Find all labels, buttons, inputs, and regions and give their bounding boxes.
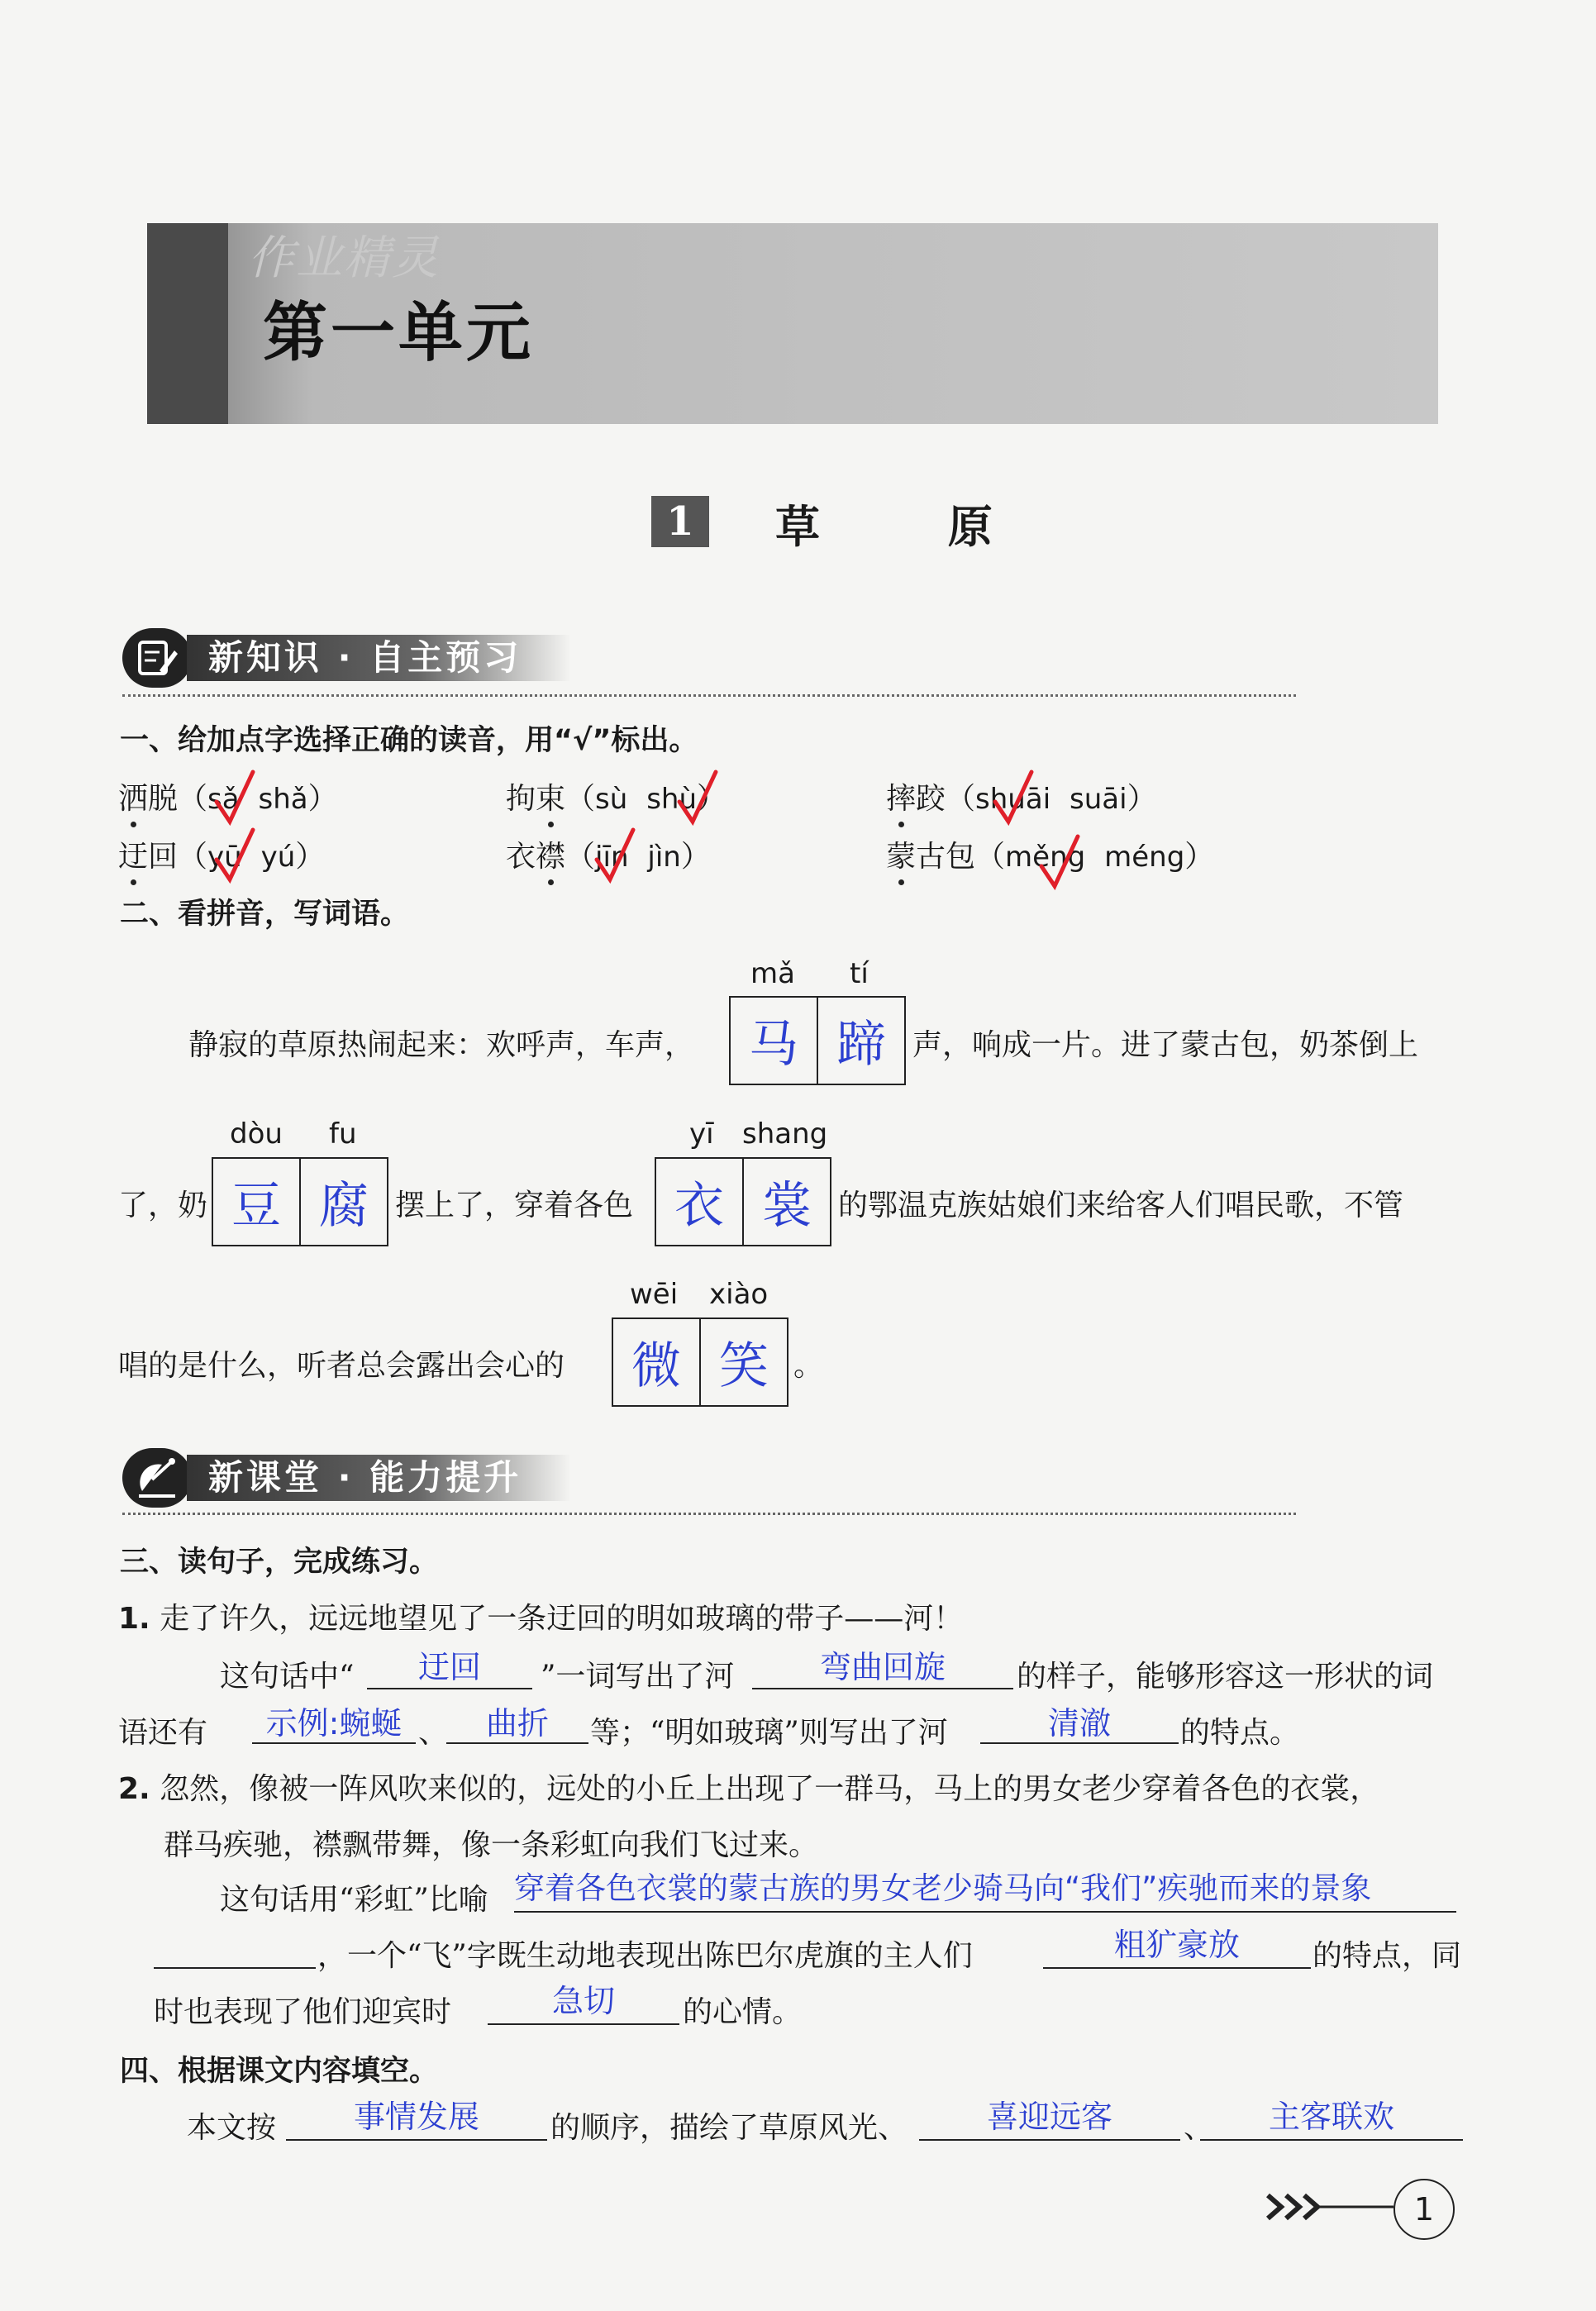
pencil-note-icon xyxy=(122,628,192,688)
sentence-2: 2. 忽然，像被一阵风吹来似的，远处的小丘上出现了一群马，马上的男女老少穿着各色的衣裳， xyxy=(118,1772,1380,1806)
fill-text: 时也表现了他们迎宾时 xyxy=(154,1995,452,2029)
check-mark-icon xyxy=(676,769,719,827)
fill-text: 、 xyxy=(418,1716,449,1750)
passage-text: 的鄂温克族姑娘们来给客人们唱民歌，不管 xyxy=(838,1189,1404,1222)
check-mark-icon xyxy=(213,827,256,884)
section-title: 新知识 · 自主预习 xyxy=(187,635,571,681)
fill-text: ，一个“飞”字既生动地表现出陈巴尔虎旗的主人们 xyxy=(317,1939,973,1973)
watermark-logo: 作业精灵 xyxy=(248,231,440,285)
satellite-dish-icon xyxy=(122,1448,192,1508)
answer-blank xyxy=(1200,2139,1463,2141)
fill-text: 的样子，能够形容这一形状的词 xyxy=(1017,1660,1434,1694)
check-mark-icon xyxy=(213,769,256,827)
handwritten-answer: 弯曲回旋 xyxy=(819,1649,946,1685)
question-2-prompt: 二、看拼音，写词语。 xyxy=(120,898,410,931)
lesson-number: 1 xyxy=(651,496,709,547)
question-3-prompt: 三、读句子，完成练习。 xyxy=(120,1546,439,1579)
handwritten-answer: 曲折 xyxy=(485,1705,549,1742)
handwritten-answer: 事情发展 xyxy=(353,2099,479,2135)
fill-text: 的顺序，描绘了草原风光、 xyxy=(550,2111,908,2145)
pinyin-item: 洒脱（sǎ shǎ） xyxy=(118,775,338,817)
handwritten-answer: 急切 xyxy=(551,1983,615,2019)
pinyin-label: mǎ xyxy=(750,957,795,990)
answer-blank xyxy=(488,2023,679,2025)
check-mark-icon xyxy=(1038,833,1081,891)
pinyin-item: 衣襟（jīn jìn） xyxy=(506,833,711,875)
unit-title: 第一单元 xyxy=(263,295,535,370)
answer-blank xyxy=(286,2139,547,2141)
section-title: 新课堂 · 能力提升 xyxy=(187,1455,571,1501)
answer-blank xyxy=(1043,1967,1311,1969)
answer-box xyxy=(612,1318,788,1407)
check-mark-icon xyxy=(992,769,1035,827)
dotted-divider xyxy=(122,694,1296,697)
sentence-1: 1. 走了许久，远远地望见了一条迂回的明如玻璃的带子——河！ xyxy=(118,1602,964,1636)
answer-char: 衣 xyxy=(674,1177,724,1235)
passage-text: 声，响成一片。进了蒙古包，奶茶倒上 xyxy=(912,1028,1419,1062)
answer-blank xyxy=(154,1967,316,1969)
handwritten-answer: 粗犷豪放 xyxy=(1113,1927,1240,1963)
answer-char: 裳 xyxy=(742,1159,830,1245)
passage-text: 唱的是什么，听者总会露出会心的 xyxy=(118,1349,565,1383)
answer-blank xyxy=(752,1688,1013,1689)
passage-text: 静寂的草原热闹起来：欢呼声，车声， xyxy=(188,1028,695,1062)
section-header-classroom xyxy=(122,1448,571,1508)
fill-text: 这句话中“ xyxy=(220,1660,355,1694)
fill-text: 语还有 xyxy=(118,1716,208,1750)
sentence-2-cont: 群马疾驰，襟飘带舞，像一条彩虹向我们飞过来。 xyxy=(164,1828,819,1862)
answer-char: 马 xyxy=(749,1016,798,1074)
handwritten-answer: 迂回 xyxy=(417,1649,481,1685)
passage-text: 摆上了，穿着各色 xyxy=(395,1189,634,1222)
answer-box xyxy=(212,1157,388,1246)
handwritten-answer: 示例:蜿蜒 xyxy=(265,1705,403,1742)
pinyin-label: shang xyxy=(742,1117,828,1151)
fill-text: 这句话用“彩虹”比喻 xyxy=(220,1883,488,1917)
dotted-divider xyxy=(122,1513,1296,1515)
question-1-prompt: 一、给加点字选择正确的读音，用“√”标出。 xyxy=(120,724,698,757)
handwritten-answer: 穿着各色衣裳的蒙古族的男女老少骑马向“我们”疾驰而来的景象 xyxy=(514,1870,1372,1906)
lesson-title: 草 原 xyxy=(775,500,1049,553)
answer-blank xyxy=(367,1688,532,1689)
pinyin-item: 迂回（yū yú） xyxy=(118,833,325,875)
pinyin-item: 蒙古包（měng méng） xyxy=(886,833,1214,875)
fill-text: 、 xyxy=(1184,2111,1214,2145)
pinyin-item: 拘束（sù shù） xyxy=(506,775,727,817)
passage-text: 。 xyxy=(793,1349,824,1383)
passage-text: 了，奶 xyxy=(118,1189,208,1222)
fill-text: 本文按 xyxy=(187,2111,277,2145)
question-4-prompt: 四、根据课文内容填空。 xyxy=(120,2055,439,2088)
fill-text: 的特点，同 xyxy=(1313,1939,1462,1973)
pinyin-label: tí xyxy=(850,957,869,990)
page-number: 1 xyxy=(1394,2179,1455,2240)
section-header-preview xyxy=(122,628,571,688)
answer-char: 笑 xyxy=(699,1319,787,1405)
pinyin-label: xiào xyxy=(709,1278,769,1311)
pinyin-label: yī xyxy=(689,1117,714,1151)
fill-text: ”一词写出了河 xyxy=(541,1660,735,1694)
handwritten-answer: 主客联欢 xyxy=(1268,2099,1394,2135)
answer-char: 豆 xyxy=(231,1177,281,1235)
arrows-icon xyxy=(1265,2189,1397,2225)
pinyin-label: dòu xyxy=(230,1117,283,1151)
answer-char: 蹄 xyxy=(817,998,904,1084)
fill-text: 等；“明如玻璃”则写出了河 xyxy=(590,1716,948,1750)
answer-char: 微 xyxy=(631,1337,681,1395)
handwritten-answer: 清澈 xyxy=(1047,1705,1111,1742)
answer-blank xyxy=(514,1911,1456,1913)
pinyin-label: fu xyxy=(329,1117,357,1151)
pinyin-label: wēi xyxy=(630,1278,679,1311)
answer-box xyxy=(729,996,906,1085)
handwritten-answer: 喜迎远客 xyxy=(986,2099,1112,2135)
fill-text: 的心情。 xyxy=(683,1995,803,2029)
banner-band xyxy=(147,223,228,424)
fill-text: 的特点。 xyxy=(1180,1716,1300,1750)
pinyin-item: 摔跤（shuāi suāi） xyxy=(886,775,1157,817)
check-mark-icon xyxy=(593,827,636,884)
answer-box xyxy=(655,1157,831,1246)
answer-char: 腐 xyxy=(299,1159,387,1245)
answer-blank xyxy=(919,2139,1180,2141)
